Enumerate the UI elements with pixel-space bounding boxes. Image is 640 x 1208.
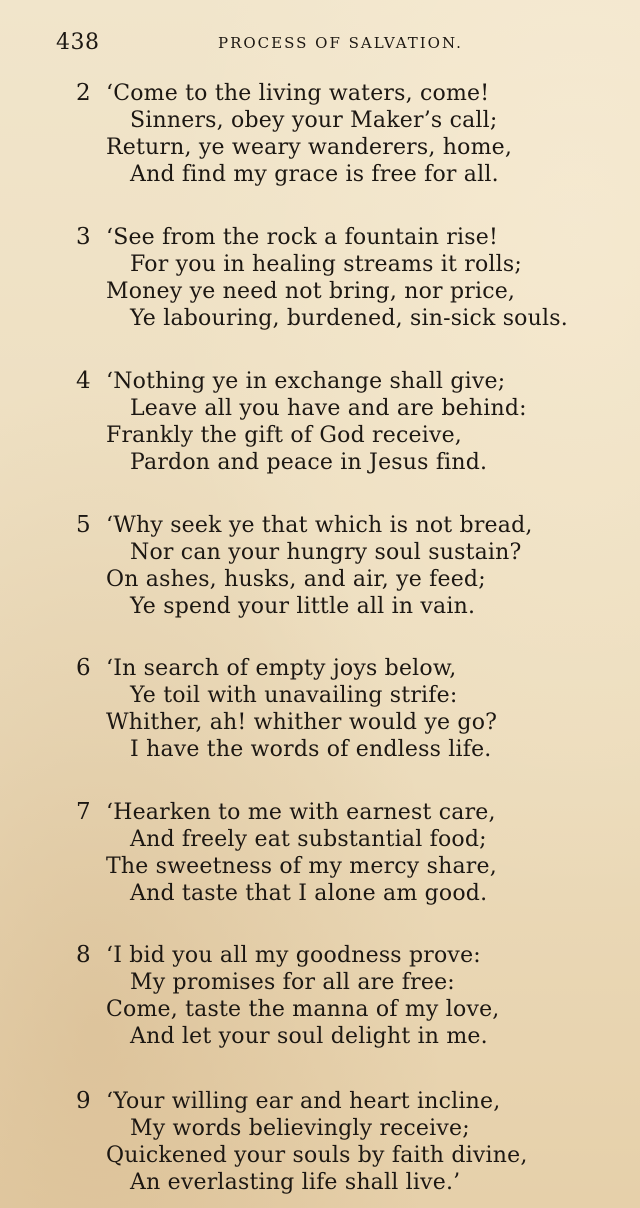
verse-line: ‘Hearken to me with earnest care,	[106, 800, 496, 825]
running-head: PROCESS OF SALVATION.	[218, 34, 463, 52]
verse-line: For you in healing streams it rolls;	[130, 252, 523, 277]
verse-line: And find my grace is free for all.	[130, 162, 499, 187]
verse-line: Ye spend your little all in vain.	[130, 594, 476, 619]
verse-line: Leave all you have and are behind:	[130, 396, 527, 421]
stanza-number: 3	[76, 224, 91, 250]
stanza-number: 8	[76, 942, 91, 968]
stanza-number: 9	[76, 1088, 91, 1114]
verse-line: Ye toil with unavailing strife:	[130, 683, 458, 708]
stanza-number: 2	[76, 80, 91, 106]
verse-line: The sweetness of my mercy share,	[106, 854, 497, 879]
verse-line: ‘Why seek ye that which is not bread,	[106, 513, 533, 538]
verse-line: My promises for all are free:	[130, 970, 455, 995]
stanza-number: 7	[76, 799, 91, 825]
verse-line: On ashes, husks, and air, ye feed;	[106, 567, 486, 592]
verse-line: ‘Nothing ye in exchange shall give;	[106, 369, 506, 394]
stanza-number: 6	[76, 655, 91, 681]
verse-line: Pardon and peace in Jesus find.	[130, 450, 488, 475]
verse-line: And taste that I alone am good.	[130, 881, 488, 906]
page-header	[56, 30, 596, 60]
verse-line: Sinners, obey your Maker’s call;	[130, 108, 498, 133]
verse-line: Return, ye weary wanderers, home,	[106, 135, 513, 160]
verse-line: Whither, ah! whither would ye go?	[106, 710, 498, 735]
verse-line: Ye labouring, burdened, sin-sick souls.	[130, 306, 568, 331]
verse-line: Nor can your hungry soul sustain?	[130, 540, 522, 565]
verse-line: Quickened your souls by faith divine,	[106, 1143, 528, 1168]
verse-line: Frankly the gift of God receive,	[106, 423, 463, 448]
verse-line: ‘In search of empty joys below,	[106, 656, 457, 681]
verse-line: My words believingly receive;	[130, 1116, 470, 1141]
verse-line: Come, taste the manna of my love,	[106, 997, 500, 1022]
verse-line: ‘Your willing ear and heart incline,	[106, 1089, 501, 1114]
verse-line: An everlasting life shall live.’	[130, 1170, 461, 1195]
verse-line: Money ye need not bring, nor price,	[106, 279, 516, 304]
verse-line: I have the words of endless life.	[130, 737, 492, 762]
page-number: 438	[56, 30, 100, 55]
stanza-number: 5	[76, 512, 91, 538]
verse-line: And let your soul delight in me.	[130, 1024, 488, 1049]
verse-line: ‘I bid you all my goodness prove:	[106, 943, 481, 968]
stanza-number: 4	[76, 368, 91, 394]
verse-line: ‘See from the rock a fountain rise!	[106, 225, 498, 250]
verse-line: ‘Come to the living waters, come!	[106, 81, 490, 106]
verse-line: And freely eat substantial food;	[130, 827, 487, 852]
